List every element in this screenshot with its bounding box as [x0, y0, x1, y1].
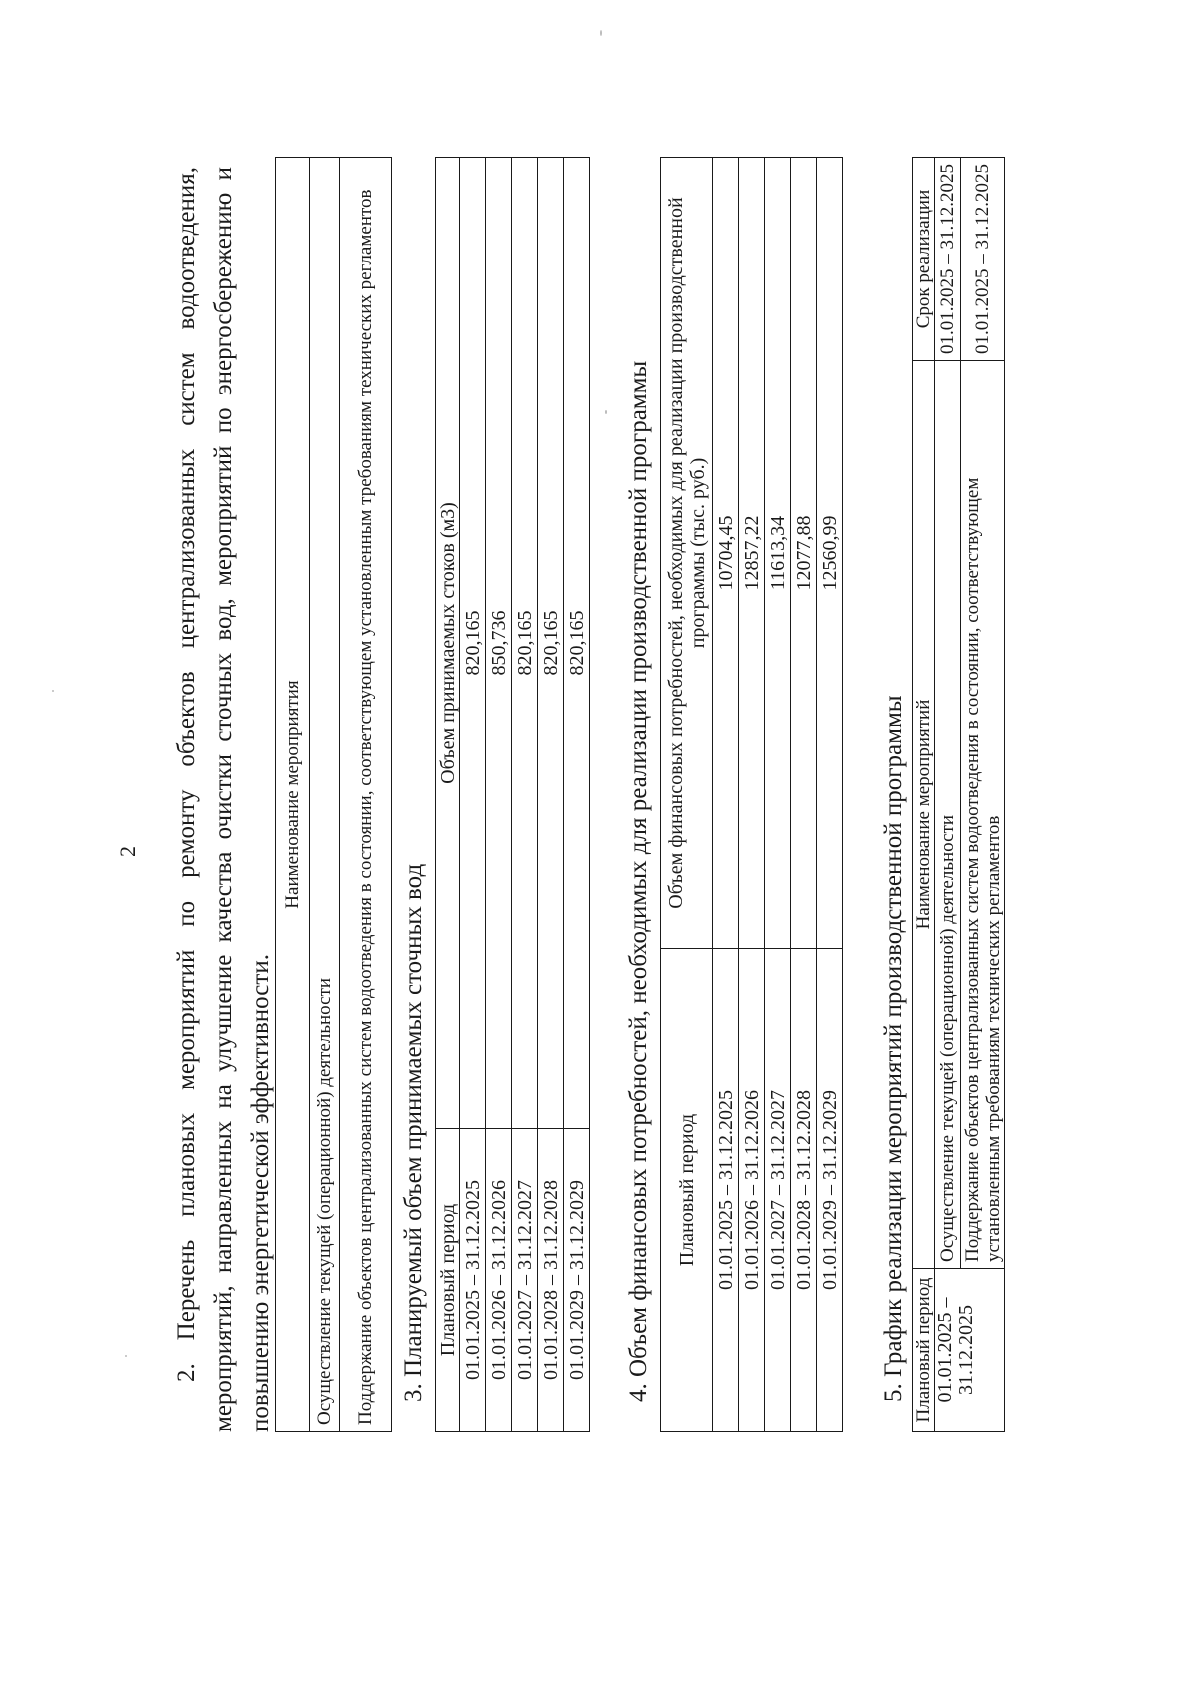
section4-period-3: 01.01.2027 – 31.12.2027 — [765, 949, 791, 1432]
section4-col-period: Плановый период — [661, 949, 713, 1432]
section5-table — [912, 157, 1005, 1432]
section5-term-2: 01.01.2025 – 31.12.2025 — [961, 158, 1005, 361]
section5-period: 01.01.2025 – 31.12.2025 — [935, 1269, 1005, 1432]
scan-speck — [605, 410, 607, 414]
section3-col-volume: Объем принимаемых стоков (м3) — [436, 158, 460, 1129]
section5-col-name: Наименование мероприятий — [913, 361, 935, 1269]
section4-period-2: 01.01.2026 – 31.12.2026 — [739, 949, 765, 1432]
section4-value-2: 12857,22 — [739, 158, 765, 949]
section4-col-finance: Объем финансовых потребностей, необходимых для реализации производственной программы (тыс. руб.) — [661, 158, 713, 949]
section3-period-1: 01.01.2025 – 31.12.2025 — [460, 1129, 486, 1432]
section2-row-1: Осуществление текущей (операционной) деятельности — [310, 158, 340, 1432]
section3-period-3: 01.01.2027 – 31.12.2027 — [512, 1129, 538, 1432]
section4-heading: 4. Объем финансовых потребностей, необходимых для реализации производственной программы — [625, 360, 652, 1402]
section2-table-header: Наименование мероприятия — [276, 158, 310, 1432]
section5-name-1: Осуществление текущей (операционной) деятельности — [935, 361, 961, 1269]
section4-table — [660, 157, 843, 1432]
section5-col-term: Срок реализации — [913, 158, 935, 361]
section4-period-1: 01.01.2025 – 31.12.2025 — [713, 949, 739, 1432]
section3-period-4: 01.01.2028 – 31.12.2028 — [538, 1129, 564, 1432]
section3-value-1: 820,165 — [460, 158, 486, 1129]
section5-col-period: Плановый период — [913, 1269, 935, 1432]
scan-speck — [600, 30, 602, 36]
section4-value-3: 11613,34 — [765, 158, 791, 949]
section2-paragraph: 2. Перечень плановых мероприятий по ремонту объектов централизованных систем водоотведения, мероприятий, направленных на улучшение качества очистки сточных вод, мероприятий по энергосбережению и повышению энергетической эффективности. — [173, 167, 274, 1432]
section3-col-period: Плановый период — [436, 1129, 460, 1432]
section4-period-5: 01.01.2029 – 31.12.2029 — [817, 949, 843, 1432]
section5-heading: 5. График реализации мероприятий производственной программы — [880, 695, 907, 1402]
section2-row-2: Поддержание объектов централизованных систем водоотведения в состоянии, соответствующем установленным требованиям технических регламентов — [340, 158, 392, 1432]
scan-speck — [52, 690, 54, 692]
section3-period-5: 01.01.2029 – 31.12.2029 — [564, 1129, 590, 1432]
section5-term-1: 01.01.2025 – 31.12.2025 — [935, 158, 961, 361]
section4-value-4: 12077,88 — [791, 158, 817, 949]
section4-period-4: 01.01.2028 – 31.12.2028 — [791, 949, 817, 1432]
section3-heading: 3. Планируемый объем принимаемых сточных вод — [400, 863, 427, 1402]
section4-value-1: 10704,45 — [713, 158, 739, 949]
section3-period-2: 01.01.2026 – 31.12.2026 — [486, 1129, 512, 1432]
section3-value-4: 820,165 — [538, 158, 564, 1129]
section3-table — [435, 157, 590, 1432]
section3-value-5: 820,165 — [564, 158, 590, 1129]
section3-value-3: 820,165 — [512, 158, 538, 1129]
section5-name-2: Поддержание объектов централизованных систем водоотведения в состоянии, соответствующем установленным требованиям технических регламентов — [961, 361, 1005, 1269]
page-number: 2 — [115, 846, 140, 857]
section4-value-5: 12560,99 — [817, 158, 843, 949]
section3-value-2: 850,736 — [486, 158, 512, 1129]
section2-table — [275, 157, 392, 1432]
scan-speck — [125, 1355, 127, 1357]
